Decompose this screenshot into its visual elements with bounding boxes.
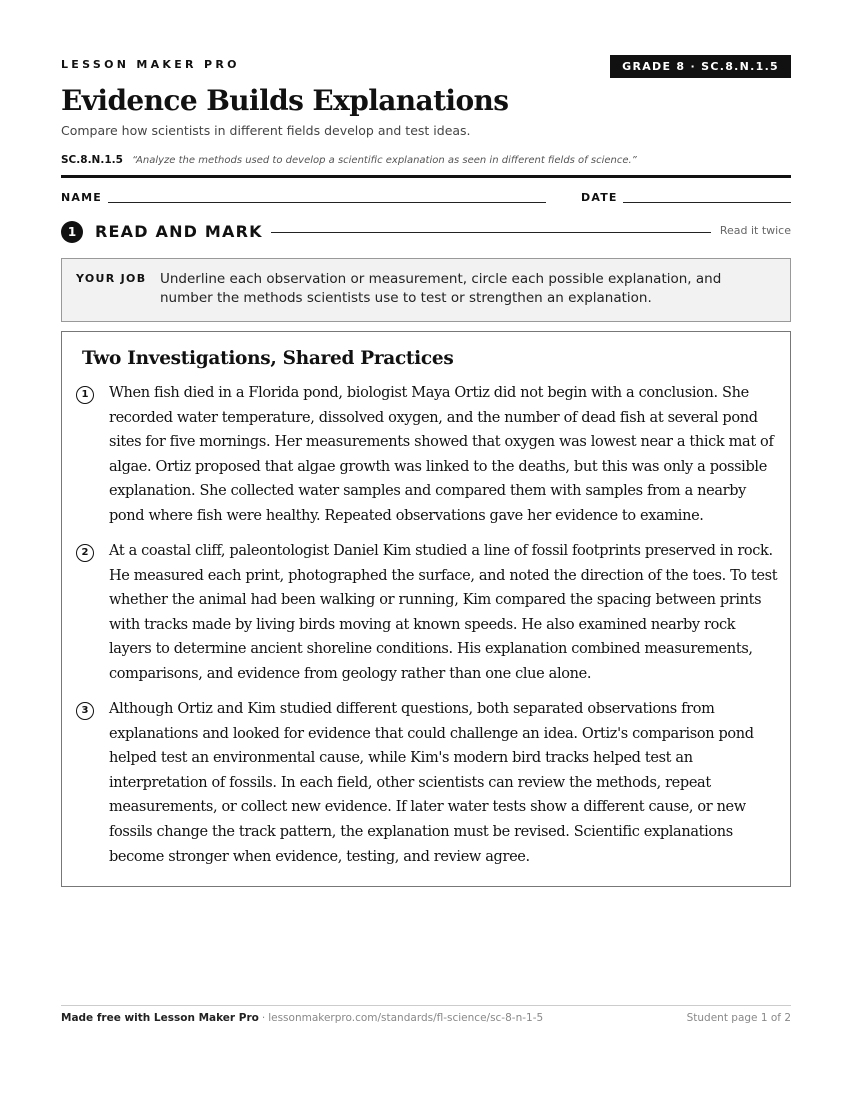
footer-separator: · bbox=[261, 1012, 266, 1024]
passage-title: Two Investigations, Shared Practices bbox=[82, 348, 454, 369]
paragraph-number-badge: 3 bbox=[76, 702, 94, 720]
date-label: DATE bbox=[581, 191, 618, 204]
page-subtitle: Compare how scientists in different fields develop and test ideas. bbox=[61, 123, 471, 138]
your-job-instructions: Underline each observation or measurement, circle each possible explanation, and number the methods scientists use to test or strengthen an explanation. bbox=[160, 271, 722, 306]
passage-paragraph: When fish died in a Florida pond, biologist Maya Ortiz did not begin with a conclusion. She recorded water temperature, dissolved oxygen, and the number of dead fish at several pond sites for five mornings. Her measurements showed that oxygen was lowest near a thick mat of algae. Ortiz proposed that algae growth was linked to the deaths, but this was only a possible explanation. She collected water samples and compared them with samples from a nearby pond where fish were healthy. Repeated observations gave her evidence to examine. bbox=[109, 385, 774, 524]
date-field[interactable] bbox=[623, 202, 791, 203]
footer-divider bbox=[61, 1005, 791, 1006]
top-bar bbox=[61, 55, 791, 79]
section-header bbox=[61, 221, 791, 243]
header-divider bbox=[61, 175, 791, 178]
name-label: NAME bbox=[61, 191, 102, 204]
grade-badge: GRADE 8 · SC.8.N.1.5 bbox=[610, 55, 791, 78]
passage-paragraph: Although Ortiz and Kim studied different questions, both separated observations from explanations and looked for evidence that could challenge an idea. Ortiz's comparison pond helped test an environmental cause, while Kim's modern bird tracks helped test an interpretation of fossils. In each field, other scientists can review the methods, repeat measurements, or collect new evidence. If later water tests show a different cause, or new fossils change the track pattern, the explanation must be revised. Scientific explanations become stronger when evidence, testing, and review agree. bbox=[109, 701, 754, 865]
your-job-label: YOUR JOB bbox=[76, 272, 147, 285]
worksheet-page bbox=[61, 0, 791, 1100]
page-title: Evidence Builds Explanations bbox=[61, 84, 509, 117]
your-job-box bbox=[61, 258, 791, 322]
paragraph-number-badge: 2 bbox=[76, 544, 94, 562]
footer-credit: Made free with Lesson Maker Pro bbox=[61, 1012, 259, 1024]
passage-paragraph: At a coastal cliff, paleontologist Daniel Kim studied a line of fossil footprints preserved in rock. He measured each print, photographed the surface, and noted the direction of the toes. To test whether the animal had been walking or running, Kim compared the spacing between prints with tracks made by living birds moving at known speeds. He also examined nearby rock layers to determine ancient shoreline conditions. His explanation combined measurements, comparisons, and evidence from geology rather than one clue alone. bbox=[109, 543, 778, 682]
section-rule bbox=[271, 232, 711, 233]
reading-passage bbox=[61, 331, 791, 887]
section-number-badge: 1 bbox=[61, 221, 83, 243]
footer-url[interactable]: lessonmakerpro.com/standards/fl-science/sc-8-n-1-5 bbox=[268, 1012, 544, 1024]
paragraph-number-badge: 1 bbox=[76, 386, 94, 404]
section-note: Read it twice bbox=[719, 224, 791, 237]
student-info-fields bbox=[61, 191, 791, 207]
page-footer bbox=[61, 1012, 791, 1026]
section-title: READ AND MARK bbox=[95, 222, 263, 241]
standard-code: SC.8.N.1.5 bbox=[61, 154, 123, 166]
standard-line bbox=[61, 148, 637, 167]
name-field[interactable] bbox=[108, 202, 546, 203]
footer-page-number: Student page 1 of 2 bbox=[686, 1012, 791, 1024]
brand-label: LESSON MAKER PRO bbox=[61, 58, 240, 71]
standard-quote: “Analyze the methods used to develop a scientific explanation as seen in different fields of science.” bbox=[132, 155, 637, 166]
